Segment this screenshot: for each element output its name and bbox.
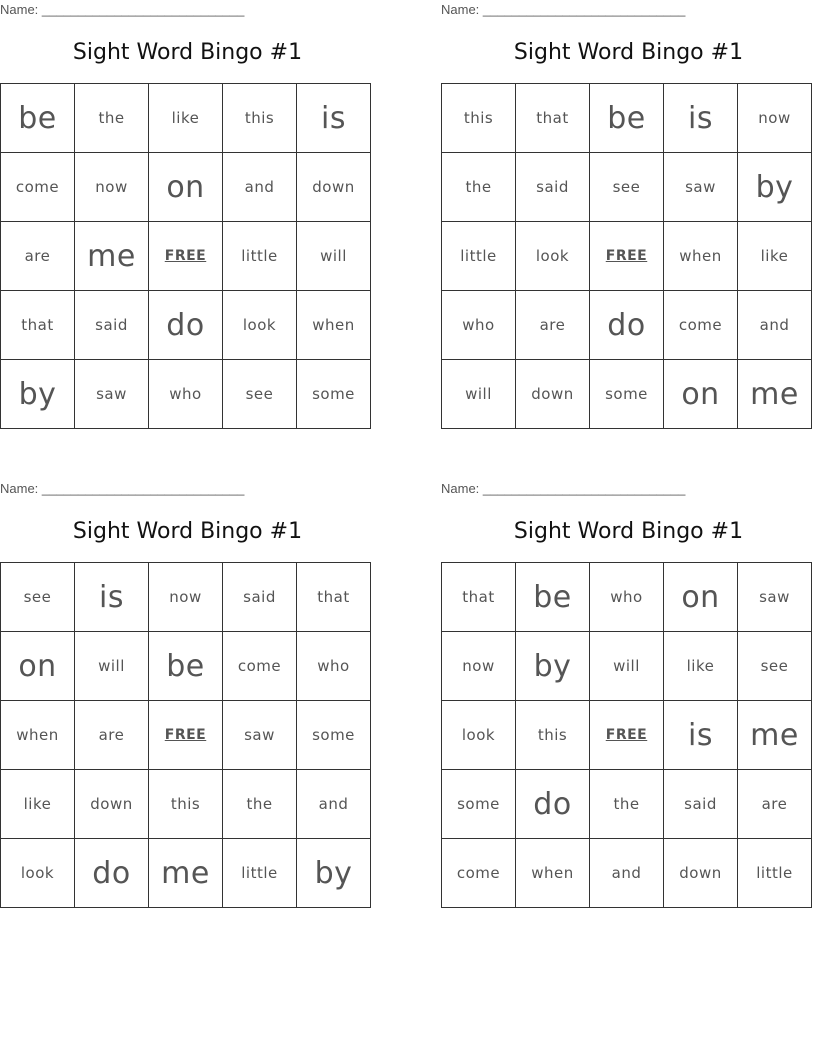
bingo-cell: come	[664, 291, 738, 360]
bingo-cell: that	[442, 563, 516, 632]
bingo-cell: saw	[223, 701, 297, 770]
bingo-cell: by	[297, 839, 371, 908]
bingo-cell: be	[1, 84, 75, 153]
bingo-cell: who	[590, 563, 664, 632]
bingo-cell: this	[149, 770, 223, 839]
card-title: Sight Word Bingo #1	[513, 519, 744, 544]
bingo-cell: will	[442, 360, 516, 429]
bingo-cell: by	[1, 360, 75, 429]
bingo-cell: and	[590, 839, 664, 908]
bingo-cell: now	[738, 84, 812, 153]
bingo-cell: see	[590, 153, 664, 222]
bingo-cell: little	[738, 839, 812, 908]
bingo-cell: on	[149, 153, 223, 222]
bingo-cell: like	[738, 222, 812, 291]
bingo-cell: me	[738, 701, 812, 770]
name-field: Name: ____________________________	[441, 481, 686, 496]
bingo-cell: this	[223, 84, 297, 153]
bingo-cell: do	[516, 770, 590, 839]
bingo-cell: me	[149, 839, 223, 908]
free-space: FREE	[149, 701, 223, 770]
bingo-cell: down	[516, 360, 590, 429]
bingo-cell: the	[223, 770, 297, 839]
card-title: Sight Word Bingo #1	[72, 519, 303, 544]
bingo-cell: this	[442, 84, 516, 153]
bingo-cell: said	[664, 770, 738, 839]
bingo-cell: when	[664, 222, 738, 291]
bingo-cell: like	[664, 632, 738, 701]
bingo-cell: that	[1, 291, 75, 360]
bingo-cell: now	[149, 563, 223, 632]
bingo-cell: by	[516, 632, 590, 701]
bingo-cell: come	[1, 153, 75, 222]
bingo-cell: saw	[75, 360, 149, 429]
bingo-cell: is	[664, 84, 738, 153]
bingo-cell: come	[223, 632, 297, 701]
bingo-cell: and	[223, 153, 297, 222]
bingo-cell: little	[223, 222, 297, 291]
name-field: Name: ____________________________	[0, 2, 245, 17]
card-title: Sight Word Bingo #1	[513, 40, 744, 65]
bingo-cell: who	[297, 632, 371, 701]
bingo-cell: saw	[738, 563, 812, 632]
bingo-cell: see	[1, 563, 75, 632]
bingo-cell: see	[223, 360, 297, 429]
free-space: FREE	[590, 701, 664, 770]
bingo-cell: by	[738, 153, 812, 222]
free-space: FREE	[149, 222, 223, 291]
bingo-card-4	[441, 479, 816, 914]
bingo-cell: like	[1, 770, 75, 839]
bingo-cell: be	[590, 84, 664, 153]
bingo-grid	[441, 562, 812, 908]
bingo-cell: be	[149, 632, 223, 701]
name-field: Name: ____________________________	[0, 481, 245, 496]
bingo-cell: little	[442, 222, 516, 291]
bingo-cell: do	[149, 291, 223, 360]
bingo-cell: who	[149, 360, 223, 429]
bingo-grid	[441, 83, 812, 429]
bingo-cell: look	[223, 291, 297, 360]
bingo-grid	[0, 83, 371, 429]
bingo-cell: is	[297, 84, 371, 153]
bingo-card-3	[0, 479, 375, 914]
bingo-cell: like	[149, 84, 223, 153]
bingo-cell: some	[297, 701, 371, 770]
bingo-cell: now	[75, 153, 149, 222]
bingo-cell: that	[297, 563, 371, 632]
bingo-cell: look	[1, 839, 75, 908]
bingo-cell: look	[516, 222, 590, 291]
bingo-cell: will	[75, 632, 149, 701]
bingo-cell: and	[297, 770, 371, 839]
bingo-cell: some	[297, 360, 371, 429]
bingo-cell: some	[590, 360, 664, 429]
bingo-cell: will	[297, 222, 371, 291]
bingo-cell: do	[75, 839, 149, 908]
bingo-cell: will	[590, 632, 664, 701]
bingo-cell: now	[442, 632, 516, 701]
bingo-cell: on	[1, 632, 75, 701]
bingo-cell: be	[516, 563, 590, 632]
bingo-cell: when	[297, 291, 371, 360]
bingo-cell: down	[75, 770, 149, 839]
bingo-cell: me	[75, 222, 149, 291]
bingo-cell: the	[75, 84, 149, 153]
bingo-cell: are	[738, 770, 812, 839]
bingo-cell: saw	[664, 153, 738, 222]
bingo-cell: look	[442, 701, 516, 770]
bingo-cell: some	[442, 770, 516, 839]
bingo-cell: that	[516, 84, 590, 153]
bingo-cell: down	[297, 153, 371, 222]
card-title: Sight Word Bingo #1	[72, 40, 303, 65]
bingo-cell: do	[590, 291, 664, 360]
bingo-cell: are	[1, 222, 75, 291]
bingo-cell: said	[516, 153, 590, 222]
bingo-cell: on	[664, 360, 738, 429]
bingo-grid	[0, 562, 371, 908]
bingo-cell: down	[664, 839, 738, 908]
bingo-cell: me	[738, 360, 812, 429]
bingo-cell: the	[590, 770, 664, 839]
free-space: FREE	[590, 222, 664, 291]
name-field: Name: ____________________________	[441, 2, 686, 17]
bingo-card-2	[441, 0, 816, 435]
bingo-cell: said	[75, 291, 149, 360]
bingo-cell: and	[738, 291, 812, 360]
bingo-cell: who	[442, 291, 516, 360]
bingo-cell: little	[223, 839, 297, 908]
bingo-cell: on	[664, 563, 738, 632]
bingo-cell: the	[442, 153, 516, 222]
bingo-cell: is	[664, 701, 738, 770]
bingo-cell: see	[738, 632, 812, 701]
bingo-cell: are	[75, 701, 149, 770]
bingo-cell: come	[442, 839, 516, 908]
bingo-cell: is	[75, 563, 149, 632]
bingo-card-1	[0, 0, 375, 435]
bingo-cell: when	[1, 701, 75, 770]
bingo-cell: this	[516, 701, 590, 770]
bingo-cell: said	[223, 563, 297, 632]
bingo-cell: are	[516, 291, 590, 360]
bingo-cell: when	[516, 839, 590, 908]
